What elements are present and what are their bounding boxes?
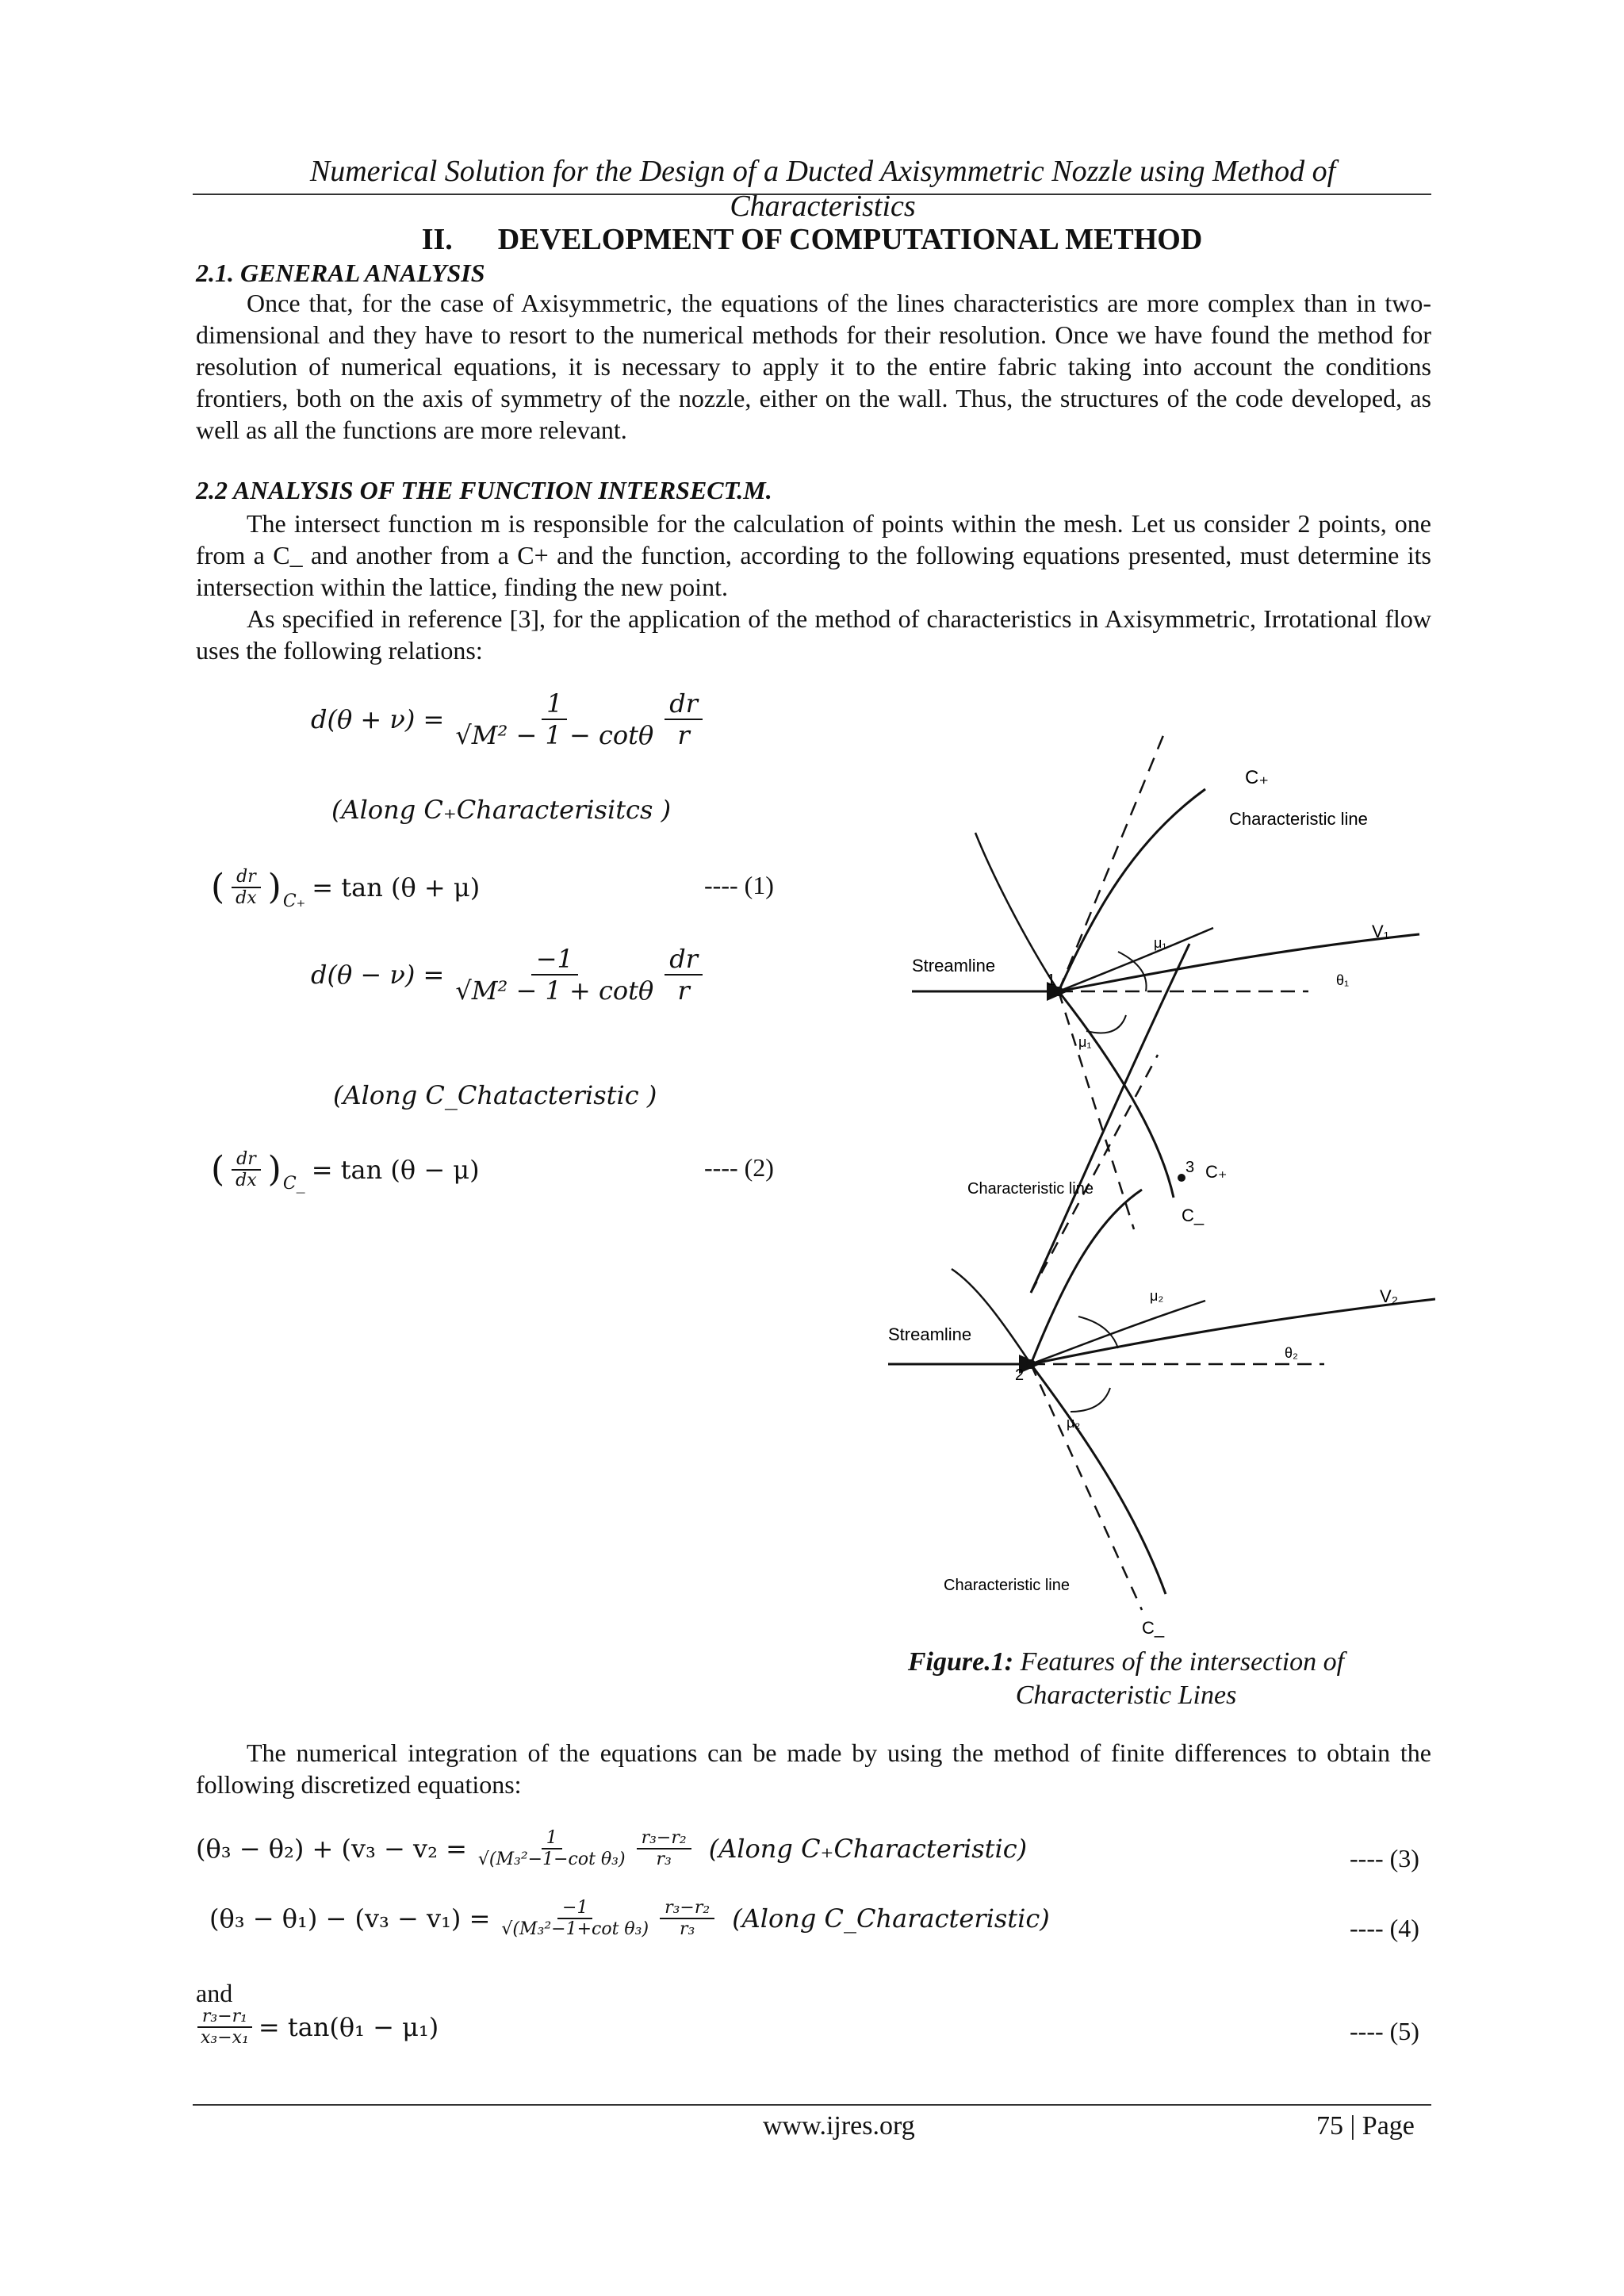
- paragraph-intersect: [196, 508, 1431, 666]
- cplus-tangent-1: [1059, 730, 1166, 991]
- eq-a-lhs: d(θ + ν) =: [311, 704, 445, 734]
- eq2-rhs: = tan (θ − μ): [311, 1154, 480, 1185]
- cminus-curve-2: [1031, 1364, 1166, 1594]
- point-3-label: 3: [1185, 1159, 1195, 1176]
- section-title: II. DEVELOPMENT OF COMPUTATIONAL METHOD: [421, 223, 1203, 256]
- eq5-number: ---- (5): [1350, 2017, 1419, 2045]
- mu1-top-label: μ₁: [1154, 935, 1167, 951]
- eq3-number: ---- (3): [1350, 1844, 1419, 1872]
- eq2-number: ---- (2): [704, 1153, 774, 1182]
- mu2-label: μ₂: [1150, 1288, 1164, 1304]
- theta1-label: θ₁: [1336, 972, 1350, 988]
- mu1-bot-label: μ₁: [1078, 1034, 1092, 1050]
- eq4-number: ---- (4): [1350, 1914, 1419, 1942]
- paren-close: ): [267, 1149, 282, 1190]
- eq-a-frac: [450, 688, 658, 750]
- caption-bold: Figure.1:: [907, 1647, 1014, 1677]
- cminus-tangent-2: [1031, 1364, 1142, 1610]
- eq-a-den: √M² − 1 − cotθ: [455, 720, 654, 750]
- velocity-v1-line: [1059, 934, 1419, 991]
- eq2-frac: [231, 1149, 262, 1190]
- equation-5: [196, 2007, 439, 2048]
- paragraph-text-2: As specified in reference [3], for the application of the method of characteristics in Axisymmetric, Irrotational flow uses the following relations:: [196, 604, 1431, 665]
- equation-4: [209, 1898, 1050, 1939]
- char-line-top-label: Characteristic line: [1229, 809, 1368, 829]
- eq5-den: x₃−x₁: [201, 2028, 249, 2048]
- eq2-num: dr: [232, 1149, 261, 1171]
- theta2-label: θ₂: [1285, 1345, 1298, 1361]
- eq3-num2: r₃−r₂: [637, 1828, 691, 1849]
- eq-a-den2: r: [677, 720, 690, 750]
- paren-open: (: [211, 1149, 225, 1190]
- eq4-lhs: (θ₃ − θ₁) − (v₃ − v₁) =: [209, 1903, 491, 1934]
- along-cminus-label: (Along C_Chatacteristic ): [333, 1080, 657, 1110]
- eq1-frac: [231, 867, 262, 908]
- eq3-den: √(M₃²−1−cot θ₃): [477, 1849, 626, 1869]
- running-header: Numerical Solution for the Design of a Ducted Axisymmetric Nozzle using Method of Characteristics: [309, 155, 1336, 223]
- eq5-frac: [196, 2007, 254, 2048]
- eq3-along: (Along C₊Characteristic): [708, 1834, 1028, 1864]
- eq1-num: dr: [232, 867, 261, 888]
- eq-b-lhs: d(θ − ν) =: [311, 960, 445, 990]
- streamline-upper-curve: [1059, 928, 1213, 991]
- eq3-lhs: (θ₃ − θ₂) + (v₃ − v₂ =: [196, 1834, 467, 1864]
- cminus-bot-label: C_: [1142, 1618, 1165, 1638]
- eq-a-num: 1: [542, 688, 567, 720]
- caption-text: Features of the intersection of Characteristic Lines: [1013, 1647, 1345, 1710]
- cminus-upper-2: [952, 1269, 1031, 1364]
- eq-b-den: √M² − 1 + cotθ: [455, 976, 654, 1006]
- eq4-frac2: [660, 1898, 714, 1939]
- eq4-along: (Along C_Characteristic): [732, 1903, 1050, 1934]
- eq3-num: 1: [542, 1828, 562, 1849]
- char-line-mid-label: Characteristic line: [967, 1180, 1094, 1198]
- equation-2: [211, 1145, 480, 1194]
- cminus-curve-1: [1059, 991, 1174, 1198]
- point-1-label: 1: [1047, 972, 1056, 989]
- eq-b-frac2: [665, 944, 703, 1006]
- characteristics-figure: [880, 714, 1435, 1642]
- point-2-dot: [1026, 1359, 1036, 1369]
- paragraph-numerical-integration: [196, 1737, 1431, 1800]
- cplus-top-label: C₊: [1245, 767, 1269, 788]
- paren-open: (: [211, 867, 225, 907]
- eq4-frac: [496, 1898, 653, 1939]
- point-2-label: 2: [1015, 1366, 1025, 1384]
- paragraph-text: Once that, for the case of Axisymmetric, the equations of the lines characteristics are more complex than in two-dimensional and they have to resort to the numerical methods for their resolution. Once we have found the method for resolution of numerical equations, it is necessary to apply it to the entire fabric taking into account the conditions frontiers, both on the axis of symmetry of the nozzle, either on the wall. Thus, the structures of the code developed, as well as all the functions are more relevant.: [196, 289, 1431, 444]
- cplus-mid-label: C₊: [1205, 1162, 1228, 1182]
- footer-page-number: 75 | Page: [1316, 2111, 1415, 2141]
- along-cplus-label: (Along C₊Characterisitcs ): [331, 795, 672, 825]
- eq3-frac2: [637, 1828, 691, 1869]
- v1-label: V₁: [1372, 922, 1390, 941]
- mu2-bot-label: μ₂: [1067, 1415, 1081, 1431]
- eq3-den2: r₃: [656, 1849, 672, 1869]
- mu2-bottom-arc: [1071, 1388, 1110, 1412]
- footer-rule: [193, 2104, 1431, 2106]
- eq5-num: r₃−r₁: [197, 2007, 252, 2028]
- cplus-curve-2: [1031, 944, 1189, 1293]
- eq1-sub: C₊: [282, 891, 306, 911]
- eq1-den: dx: [236, 887, 257, 908]
- eq4-num2: r₃−r₂: [660, 1898, 714, 1919]
- eq4-den: √(M₃²−1+cot θ₃): [501, 1919, 649, 1939]
- equation-1: [211, 863, 480, 911]
- cminus-mid-label: C_: [1182, 1205, 1205, 1225]
- eq1-rhs: = tan (θ + μ): [312, 872, 481, 903]
- point-3-dot: [1178, 1174, 1185, 1182]
- cplus-tangent-2: [1031, 1055, 1158, 1293]
- mu1-bottom-arc: [1086, 1015, 1126, 1033]
- streamline-1-label: Streamline: [912, 956, 996, 976]
- eq4-den2: r₃: [679, 1919, 695, 1939]
- eq2-sub: C_: [282, 1174, 305, 1194]
- paragraph-text-1: The intersect function m is responsible for the calculation of points within the mesh. Let us consider 2 points, one from a C_ and another from a C+ and the function, according to the following equations presented, must determine its intersection within the lattice, finding the new point.: [196, 509, 1431, 601]
- subsection-title-intersect: 2.2 ANALYSIS OF THE FUNCTION INTERSECT.M.: [196, 476, 772, 504]
- eq-b-num: −1: [531, 944, 578, 976]
- eq-a-num2: dr: [665, 688, 703, 720]
- eq2-den: dx: [236, 1170, 257, 1190]
- eq-b-num2: dr: [665, 944, 703, 976]
- figure-caption: [872, 1646, 1380, 1712]
- eq5-rhs: = tan(θ₁ − μ₁): [258, 2012, 439, 2042]
- subsection-title-general-analysis: 2.1. GENERAL ANALYSIS: [196, 259, 485, 287]
- cplus-curve-3: [1031, 1190, 1142, 1364]
- streamline-2-label: Streamline: [888, 1324, 972, 1344]
- and-word: and: [196, 1979, 233, 2007]
- equation-along-cminus: [311, 944, 703, 1006]
- eq-a-frac2: [665, 688, 703, 750]
- footer-website[interactable]: www.ijres.org: [763, 2111, 915, 2141]
- paragraph-text: The numerical integration of the equations can be made by using the method of finite differences to obtain the following discretized equations:: [196, 1738, 1431, 1799]
- eq-b-frac: [450, 944, 658, 1006]
- eq-b-den2: r: [677, 976, 690, 1006]
- eq3-frac: [473, 1828, 630, 1869]
- header-rule: [193, 194, 1431, 195]
- velocity-v2-line: [1031, 1299, 1435, 1364]
- eq1-number: ---- (1): [704, 871, 774, 899]
- equation-3: [196, 1828, 1027, 1869]
- paren-close: ): [267, 867, 282, 907]
- char-line-bot-label: Characteristic line: [944, 1577, 1070, 1594]
- v2-label: V₂: [1380, 1286, 1399, 1306]
- streamline-lower-curve: [1031, 1301, 1205, 1364]
- paragraph-general-analysis: [196, 287, 1431, 446]
- equation-along-cplus: [311, 688, 703, 750]
- eq4-num: −1: [557, 1898, 592, 1919]
